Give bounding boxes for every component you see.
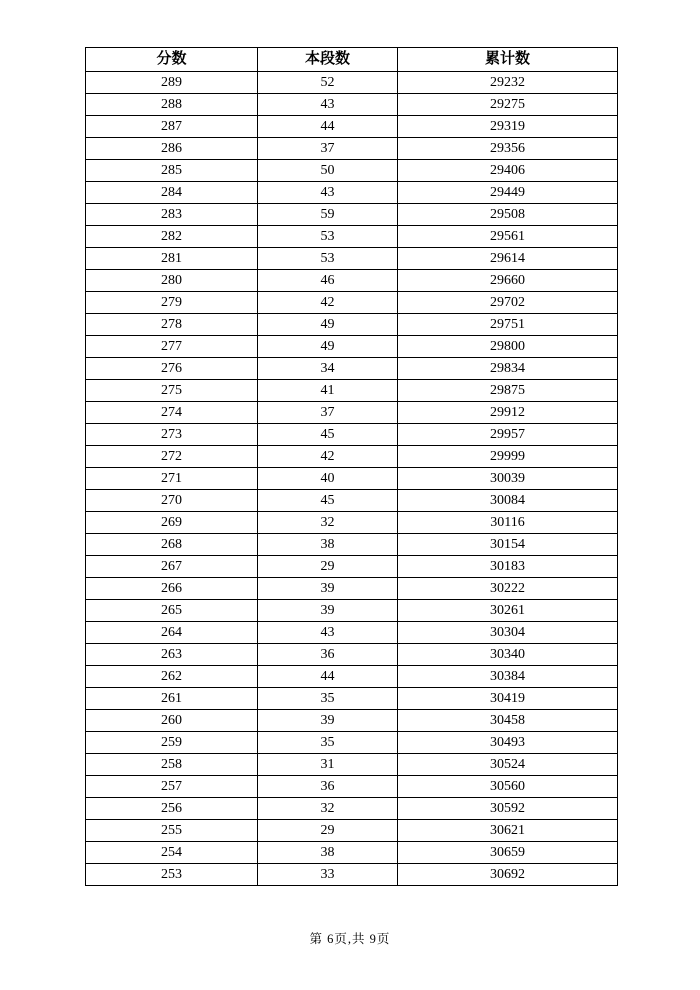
table-row [86, 72, 618, 94]
table-cell: 287 [86, 116, 258, 138]
table-cell: 29232 [398, 72, 618, 94]
table-cell: 265 [86, 600, 258, 622]
table-row [86, 468, 618, 490]
table-cell: 35 [258, 732, 398, 754]
table-cell: 288 [86, 94, 258, 116]
table-row [86, 336, 618, 358]
table-cell: 41 [258, 380, 398, 402]
column-header-cumulative-count: 累计数 [398, 48, 618, 72]
table-cell: 40 [258, 468, 398, 490]
table-cell: 29957 [398, 424, 618, 446]
table-row [86, 94, 618, 116]
table-cell: 30261 [398, 600, 618, 622]
table-cell: 30084 [398, 490, 618, 512]
table-cell: 270 [86, 490, 258, 512]
table-row [86, 732, 618, 754]
table-row [86, 292, 618, 314]
table-cell: 261 [86, 688, 258, 710]
table-cell: 254 [86, 842, 258, 864]
table-row [86, 446, 618, 468]
table-cell: 30116 [398, 512, 618, 534]
table-row [86, 864, 618, 886]
table-cell: 52 [258, 72, 398, 94]
table-cell: 272 [86, 446, 258, 468]
table-cell: 29449 [398, 182, 618, 204]
table-cell: 43 [258, 182, 398, 204]
table-cell: 269 [86, 512, 258, 534]
table-cell: 268 [86, 534, 258, 556]
table-cell: 29875 [398, 380, 618, 402]
table-cell: 282 [86, 226, 258, 248]
table-cell: 42 [258, 292, 398, 314]
page-number: 第 6页,共 9页 [309, 932, 391, 946]
table-row [86, 820, 618, 842]
table-cell: 260 [86, 710, 258, 732]
table-row [86, 204, 618, 226]
table-cell: 284 [86, 182, 258, 204]
table-cell: 45 [258, 424, 398, 446]
table-cell: 53 [258, 226, 398, 248]
table-cell: 31 [258, 754, 398, 776]
table-cell: 29561 [398, 226, 618, 248]
table-cell: 45 [258, 490, 398, 512]
table-row [86, 710, 618, 732]
table-cell: 49 [258, 336, 398, 358]
table-cell: 29508 [398, 204, 618, 226]
table-cell: 30692 [398, 864, 618, 886]
table-cell: 258 [86, 754, 258, 776]
table-cell: 278 [86, 314, 258, 336]
table-cell: 36 [258, 776, 398, 798]
table-row [86, 578, 618, 600]
table-row [86, 380, 618, 402]
table-cell: 30659 [398, 842, 618, 864]
table-row [86, 666, 618, 688]
table-cell: 271 [86, 468, 258, 490]
table-cell: 279 [86, 292, 258, 314]
table-cell: 29800 [398, 336, 618, 358]
table-row [86, 600, 618, 622]
table-row [86, 314, 618, 336]
table-cell: 43 [258, 622, 398, 644]
table-cell: 286 [86, 138, 258, 160]
table-cell: 49 [258, 314, 398, 336]
table-cell: 267 [86, 556, 258, 578]
table-cell: 29406 [398, 160, 618, 182]
table-cell: 44 [258, 666, 398, 688]
table-cell: 29356 [398, 138, 618, 160]
table-row [86, 182, 618, 204]
table-cell: 37 [258, 402, 398, 424]
table-row [86, 358, 618, 380]
table-row [86, 116, 618, 138]
table-row [86, 226, 618, 248]
table-cell: 38 [258, 842, 398, 864]
table-row [86, 556, 618, 578]
table-row [86, 534, 618, 556]
table-row [86, 402, 618, 424]
table-row [86, 622, 618, 644]
table-row [86, 754, 618, 776]
table-cell: 33 [258, 864, 398, 886]
table-cell: 39 [258, 600, 398, 622]
table-row [86, 160, 618, 182]
table-cell: 275 [86, 380, 258, 402]
table-cell: 29702 [398, 292, 618, 314]
table-cell: 30458 [398, 710, 618, 732]
table-cell: 259 [86, 732, 258, 754]
table-cell: 30592 [398, 798, 618, 820]
table-cell: 53 [258, 248, 398, 270]
table-cell: 30419 [398, 688, 618, 710]
table-cell: 29319 [398, 116, 618, 138]
table-cell: 29834 [398, 358, 618, 380]
table-cell: 273 [86, 424, 258, 446]
score-distribution-table [85, 47, 618, 886]
table-cell: 283 [86, 204, 258, 226]
table-cell: 32 [258, 512, 398, 534]
table-cell: 253 [86, 864, 258, 886]
table-cell: 29275 [398, 94, 618, 116]
table-cell: 32 [258, 798, 398, 820]
table-row [86, 270, 618, 292]
table-cell: 29614 [398, 248, 618, 270]
table-row [86, 424, 618, 446]
table-cell: 289 [86, 72, 258, 94]
table-row [86, 798, 618, 820]
table-cell: 280 [86, 270, 258, 292]
table-row [86, 644, 618, 666]
table-cell: 30304 [398, 622, 618, 644]
table-cell: 30183 [398, 556, 618, 578]
table-cell: 46 [258, 270, 398, 292]
table-cell: 281 [86, 248, 258, 270]
table-cell: 274 [86, 402, 258, 424]
table-cell: 29660 [398, 270, 618, 292]
table-row [86, 776, 618, 798]
table-cell: 30493 [398, 732, 618, 754]
table-cell: 30222 [398, 578, 618, 600]
table-cell: 285 [86, 160, 258, 182]
table-cell: 29912 [398, 402, 618, 424]
table-cell: 44 [258, 116, 398, 138]
table-cell: 35 [258, 688, 398, 710]
table-cell: 34 [258, 358, 398, 380]
table-row [86, 138, 618, 160]
table-row [86, 842, 618, 864]
table-cell: 29751 [398, 314, 618, 336]
table-row [86, 248, 618, 270]
table-cell: 39 [258, 710, 398, 732]
table-row [86, 490, 618, 512]
table-cell: 277 [86, 336, 258, 358]
table-cell: 30524 [398, 754, 618, 776]
table-cell: 30384 [398, 666, 618, 688]
column-header-segment-count: 本段数 [258, 48, 398, 72]
table-cell: 29 [258, 820, 398, 842]
table-cell: 255 [86, 820, 258, 842]
table-cell: 36 [258, 644, 398, 666]
table-cell: 256 [86, 798, 258, 820]
table-cell: 50 [258, 160, 398, 182]
table-body [86, 72, 618, 886]
table-cell: 264 [86, 622, 258, 644]
table-cell: 39 [258, 578, 398, 600]
table-row [86, 512, 618, 534]
table-cell: 37 [258, 138, 398, 160]
table-cell: 30340 [398, 644, 618, 666]
table-cell: 263 [86, 644, 258, 666]
table-cell: 30560 [398, 776, 618, 798]
table-cell: 59 [258, 204, 398, 226]
table-cell: 30621 [398, 820, 618, 842]
table-cell: 30154 [398, 534, 618, 556]
table-cell: 42 [258, 446, 398, 468]
table-cell: 262 [86, 666, 258, 688]
table-cell: 257 [86, 776, 258, 798]
table-row [86, 688, 618, 710]
table-cell: 29 [258, 556, 398, 578]
table-header-row [86, 48, 618, 72]
table-cell: 29999 [398, 446, 618, 468]
table-cell: 38 [258, 534, 398, 556]
table-cell: 30039 [398, 468, 618, 490]
table-cell: 43 [258, 94, 398, 116]
table-cell: 266 [86, 578, 258, 600]
table-cell: 276 [86, 358, 258, 380]
column-header-score: 分数 [86, 48, 258, 72]
